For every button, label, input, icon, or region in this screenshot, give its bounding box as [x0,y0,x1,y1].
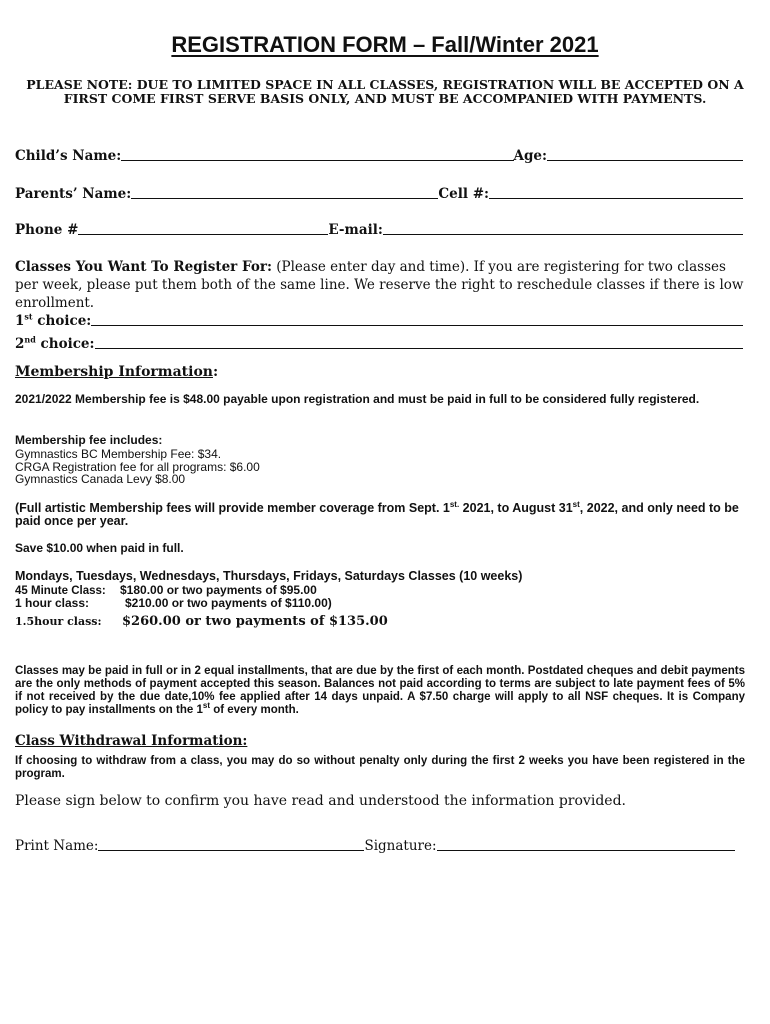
second-choice-num: 2 [15,336,25,352]
membership-heading-text: Membership Information [15,364,213,380]
signature-field[interactable] [437,850,735,851]
first-choice-num: 1 [15,313,25,329]
withdrawal-text: If choosing to withdraw from a class, you may do so without penalty only during the first 2 weeks you have been registered in the program. [15,755,745,780]
class-price-value: $180.00 or two payments of $95.00 [120,583,317,597]
membership-fee-text: 2021/2022 Membership fee is $48.00 payable upon registration and must be paid in full to be considered fully registered. [15,392,700,406]
cell-label: Cell #: [438,186,489,202]
class-price-value: $260.00 or two payments of $135.00 [122,614,388,629]
coverage-text-a: (Full artistic Membership fees will provide member coverage from Sept. 1 [15,501,450,515]
child-name-field[interactable] [121,160,513,161]
coverage-sup-1: st. [449,499,460,509]
class-price-label: 1 hour class: [15,596,90,610]
cell-field[interactable] [489,198,743,199]
classes-pricing-heading: Mondays, Tuesdays, Wednesdays, Thursdays, Fridays, Saturdays Classes (10 weeks) [15,569,523,583]
payment-terms-a: Classes may be paid in full or in 2 equal installments, that are due by the first of each month. Postdated cheques and debit payments are the only methods of payment accepted this season. Balances not paid according to terms are subject to late payment fees of 5% if not received by the due date,10% fee applied after 14 days unpaid. A $7.50 charge will apply to all NSF cheques. It is Company policy to pay installments on the 1 [15,665,745,716]
first-choice-field[interactable] [91,325,743,326]
payment-terms-b: of every month. [210,704,299,716]
email-label: E-mail: [328,222,383,238]
parents-name-label: Parents’ Name: [15,186,132,202]
class-price-row [15,597,475,610]
phone-label: Phone # [15,222,79,238]
withdrawal-heading: Class Withdrawal Information: [15,733,248,749]
second-choice-label [15,336,95,352]
second-choice-text: choice: [35,336,95,352]
email-field[interactable] [383,234,743,235]
age-field[interactable] [547,160,743,161]
age-label: Age: [513,148,547,164]
confirm-text: Please sign below to confirm you have read and understood the information provided. [15,793,626,809]
child-name-row [15,148,743,164]
class-price-label: 45 Minute Class: [15,585,106,597]
payment-terms-sup: st [202,701,210,711]
membership-heading-colon: : [212,364,219,380]
phone-field[interactable] [78,234,328,235]
membership-include-item: CRGA Registration fee for all programs: $6.00 [15,459,260,474]
parents-name-row [15,186,743,202]
class-price-value: $210.00 or two payments of $110.00) [125,596,332,610]
coverage-text [15,499,753,528]
second-choice-sup: nd [24,334,36,345]
print-name-label: Print Name: [15,838,99,854]
parents-name-field[interactable] [131,198,438,199]
second-choice-field[interactable] [95,348,744,349]
classes-instructions [15,258,750,312]
child-name-label: Child’s Name: [15,148,122,164]
phone-email-row [15,222,743,238]
coverage-text-b: 2021, to August 31 [459,501,573,515]
membership-includes-heading: Membership fee includes: [15,433,163,447]
form-title: REGISTRATION FORM – Fall/Winter 2021 [171,32,599,57]
class-price-label: 1.5hour class: [15,615,102,628]
signature-row [15,838,735,854]
payment-terms-text [15,665,745,717]
membership-heading [15,364,218,380]
classes-label: Classes You Want To Register For: [15,259,272,275]
first-choice-sup: st [24,311,33,322]
coverage-sup-2: st [572,499,580,509]
limited-space-note: PLEASE NOTE: DUE TO LIMITED SPACE IN ALL CLASSES, REGISTRATION WILL BE ACCEPTED ON A FIRST COME FIRST SERVE BASIS ONLY, AND MUST BE ACCOMPANIED WITH PAYMENTS. [26,77,744,106]
first-choice-label [15,313,91,329]
membership-include-item: Gymnastics Canada Levy $8.00 [15,472,186,486]
classes-text: (Please enter day and time). If you are registering for two classes per week, please put them both of the same line. We reserve the right to reschedule classes if there is low enrollment. [15,259,744,311]
membership-includes-list [15,448,260,486]
first-choice-row [15,313,743,329]
membership-include-item: Gymnastics BC Membership Fee: $34. [15,447,222,461]
coverage-text-c: , 2022, and only need to be paid once per year. [15,501,739,528]
print-name-field[interactable] [98,850,364,851]
second-choice-row [15,336,743,352]
save-text: Save $10.00 when paid in full. [15,541,184,555]
first-choice-text: choice: [32,313,92,329]
signature-label: Signature: [364,838,437,854]
class-price-row [15,610,495,629]
